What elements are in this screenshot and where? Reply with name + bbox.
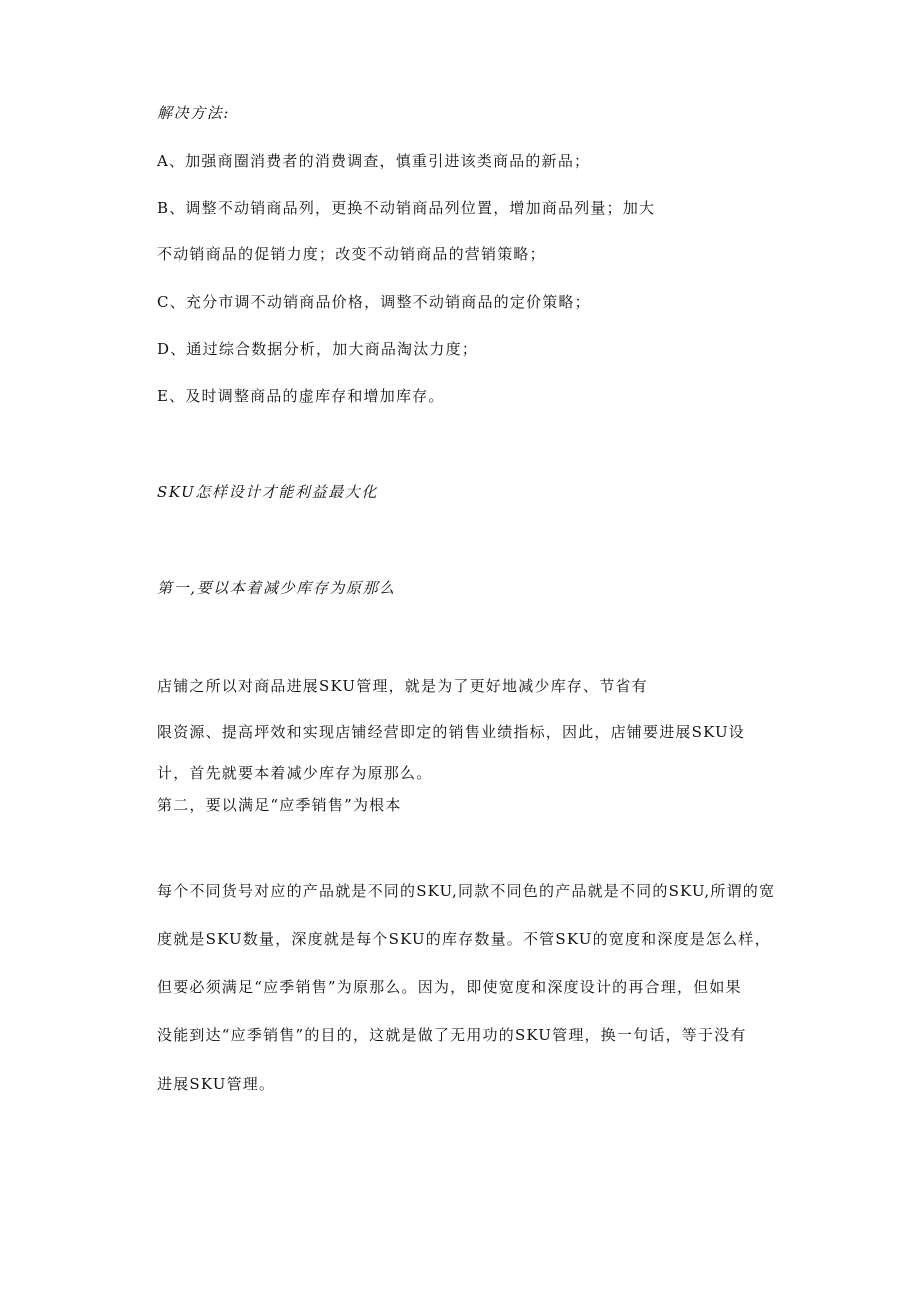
solution-item-e: E、及时调整商品的虚库存和增加库存。	[157, 387, 445, 405]
point2-heading: 第二，要以满足“应季销售”为根本	[157, 796, 402, 814]
point2-line-1: 每个不同货号对应的产品就是不同的SKU,同款不同色的产品就是不同的SKU,所谓的宽	[157, 882, 776, 900]
point2-line-5: 进展SKU管理。	[157, 1075, 276, 1093]
point1-line-2: 限资源、提高坪效和实现店铺经营即定的销售业绩指标，因此，店铺要进展SKU设	[157, 723, 745, 741]
solution-item-c: C、充分市调不动销商品价格，调整不动销商品的定价策略；	[157, 293, 591, 311]
solution-item-d: D、通过综合数据分析，加大商品淘汰力度；	[157, 340, 479, 358]
point2-line-4: 没能到达“应季销售”的目的，这就是做了无用功的SKU管理，换一句话，等于没有	[157, 1026, 747, 1044]
point1-line-1: 店铺之所以对商品进展SKU管理，就是为了更好地减少库存、节省有	[157, 677, 648, 695]
section-title: SKU怎样设计才能利益最大化	[157, 483, 378, 501]
solution-item-a: A、加强商圈消费者的消费调查，慎重引进该类商品的新品；	[157, 152, 591, 170]
point2-line-2: 度就是SKU数量，深度就是每个SKU的库存数量。不管SKU的宽度和深度是怎么样，	[157, 930, 771, 948]
solution-heading: 解决方法:	[157, 104, 231, 122]
point1-line-3: 计，首先就要本着减少库存为原那么。	[157, 764, 433, 782]
point1-heading: 第一,要以本着减少库存为原那么	[157, 579, 396, 597]
point2-line-3: 但要必须满足“应季销售”为原那么。因为，即使宽度和深度设计的再合理，但如果	[157, 978, 742, 996]
solution-item-b: B、调整不动销商品列，更换不动销商品列位置，增加商品列量；加大	[157, 199, 656, 217]
solution-item-b-continued: 不动销商品的促销力度；改变不动销商品的营销策略；	[157, 245, 546, 263]
